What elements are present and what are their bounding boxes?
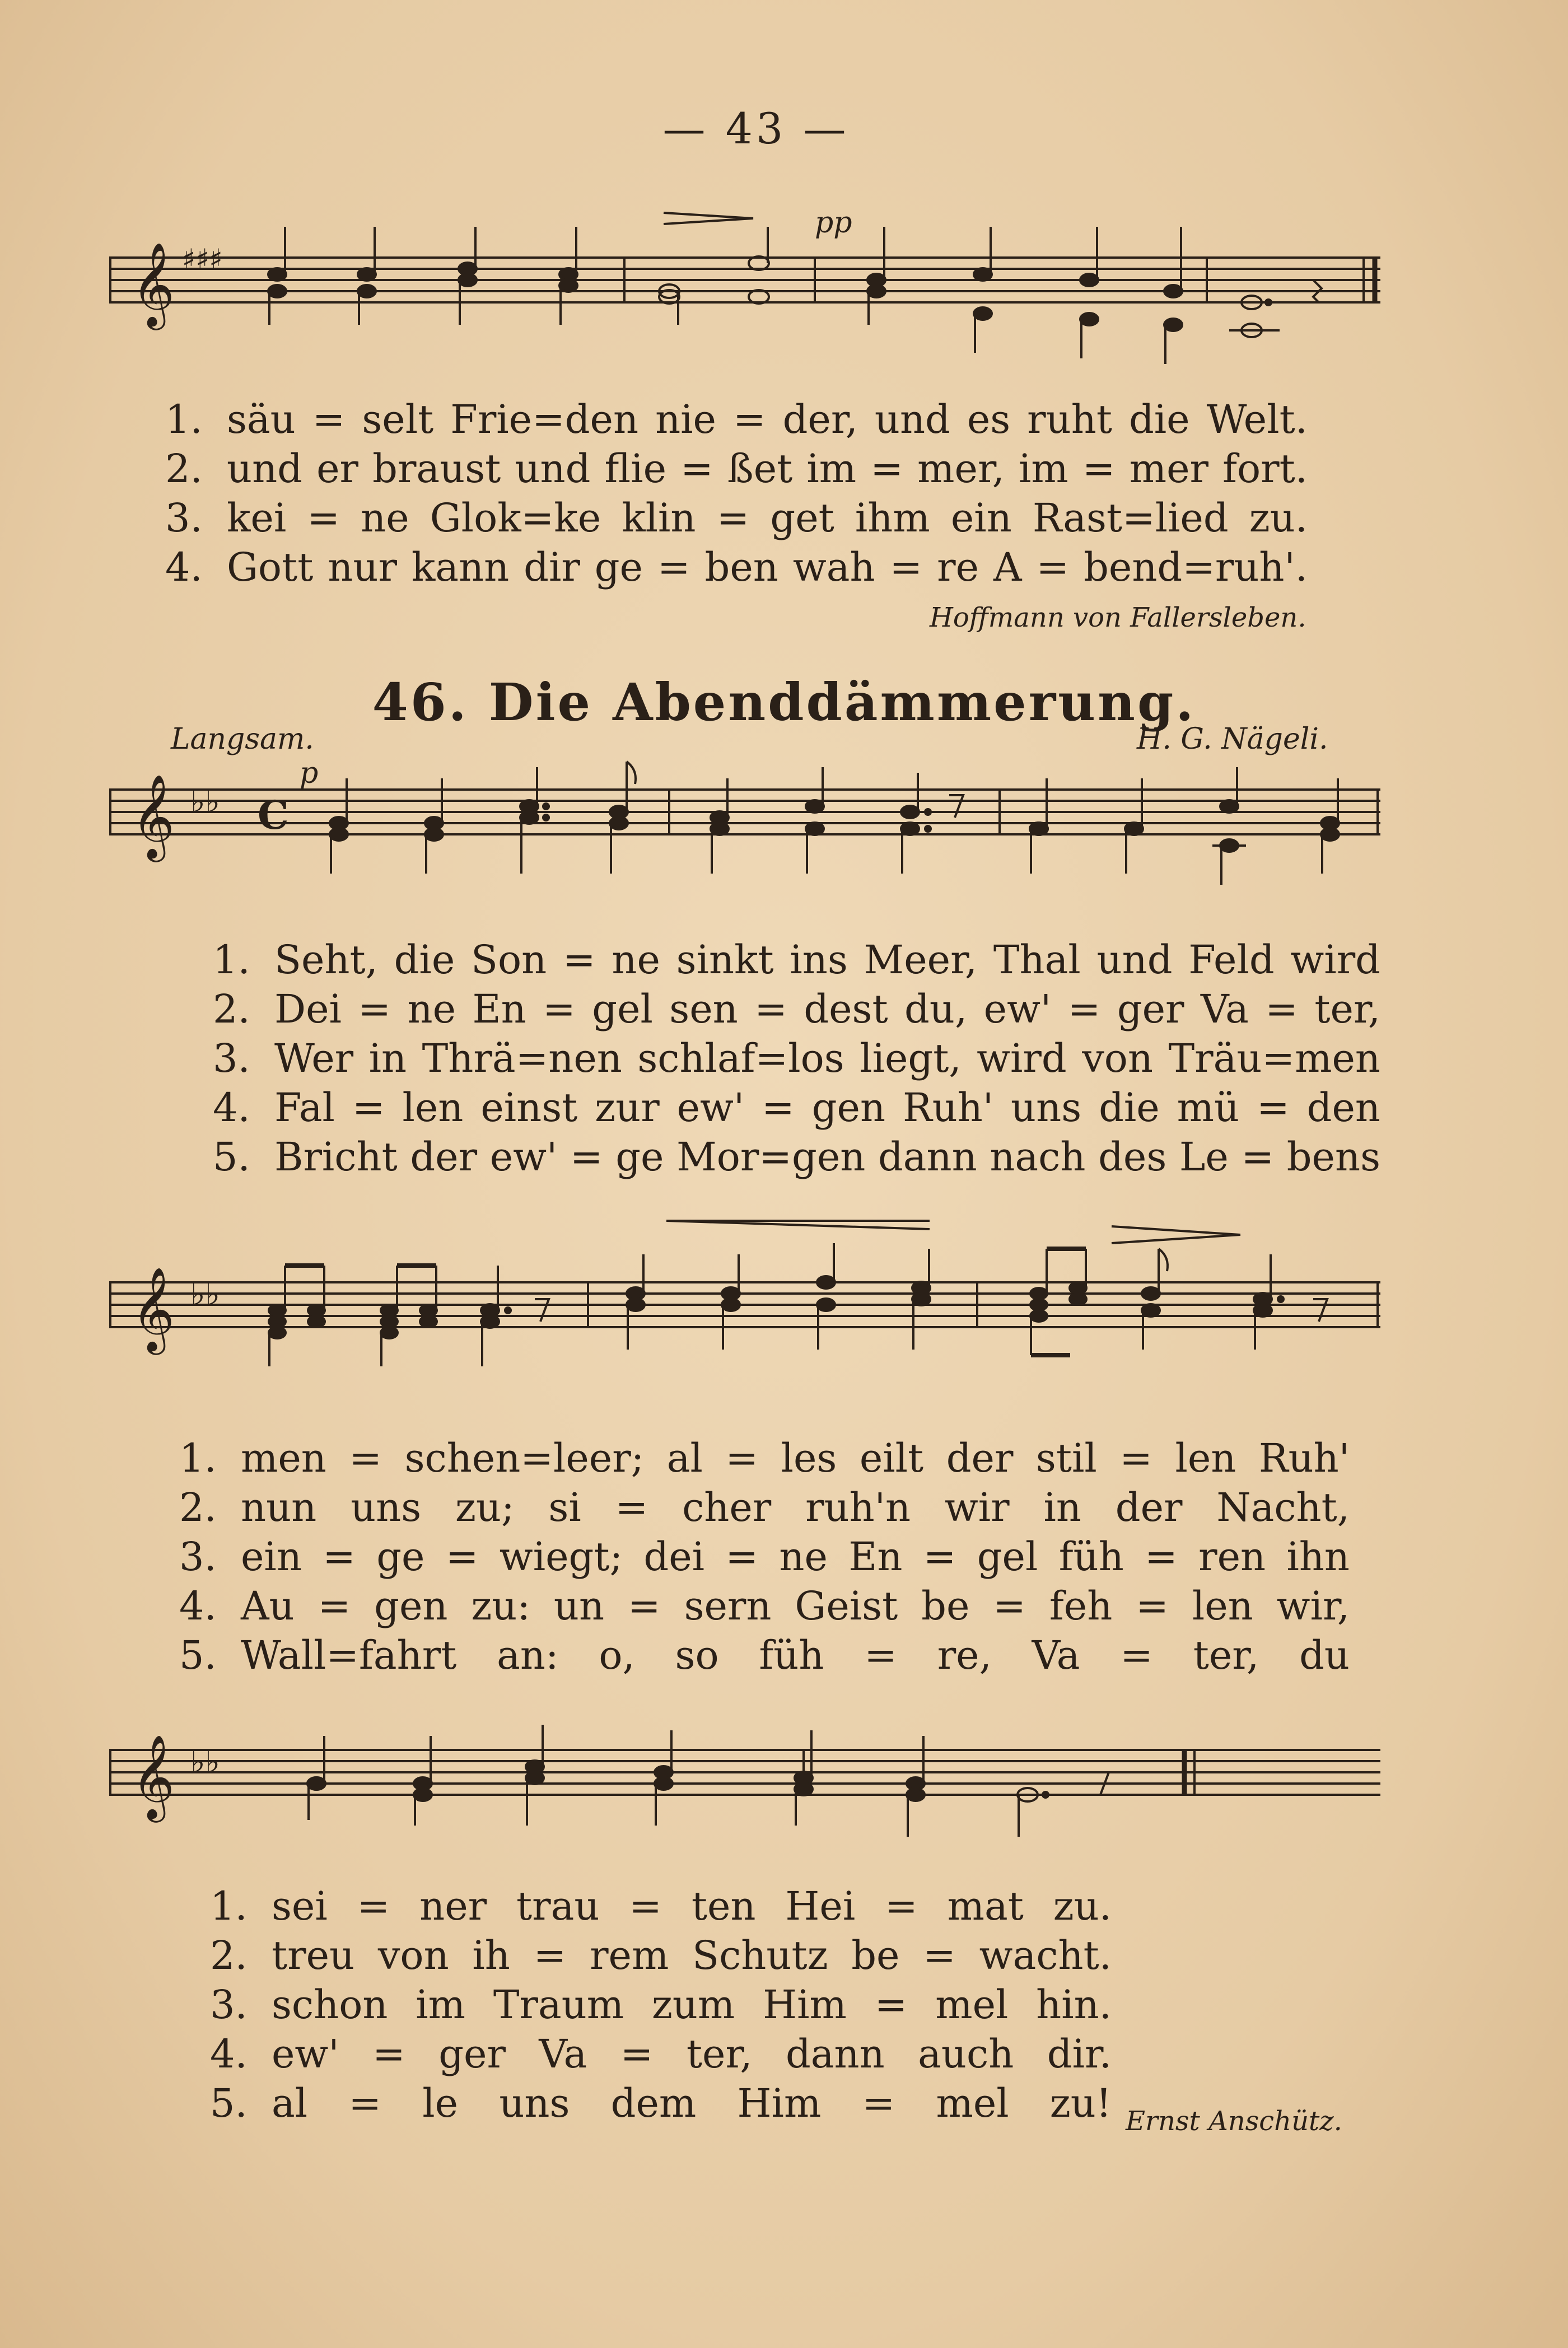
svg-text:𝄞: 𝄞: [132, 773, 175, 858]
svg-text:♭♭: ♭♭: [190, 783, 220, 820]
svg-text:♯♯♯: ♯♯♯: [182, 243, 223, 276]
author-song46: Ernst Anschütz.: [1126, 2106, 1342, 2137]
lyrics-system2: [179, 1434, 1350, 1680]
lyric-line: 4. Fal = len einst zur ew' = gen Ruh' uns die mü = den: [213, 1085, 1380, 1131]
lyric-line: 4. Au = gen zu: un = sern Geist be = feh = len wir,: [179, 1583, 1350, 1629]
svg-text:♭♭: ♭♭: [190, 1744, 220, 1780]
lyric-line: 2. Dei = ne En = gel sen = dest du, ew' = ger Va = ter,: [213, 986, 1380, 1032]
dynamic-p: p: [300, 757, 319, 790]
lyrics-system3: [210, 1882, 1112, 2128]
lyric-line: 4. ew' = ger Va = ter, dann auch dir.: [210, 2031, 1112, 2077]
lyric-line: 5. Wall=fahrt an: o, so füh = re, Va = ter, du: [179, 1632, 1350, 1678]
lyric-line: 2. und er braust und flie = ßet im = mer, im = mer fort.: [165, 446, 1308, 492]
lyric-line: 3. Wer in Thrä=nen schlaf=los liegt, wird von Träu=men: [213, 1035, 1380, 1081]
lyric-line: 3. schon im Traum zum Him = mel hin.: [210, 1982, 1112, 2028]
music-staff-song45: [109, 185, 1380, 386]
music-staff-system1: [109, 750, 1380, 935]
music-staff-system3: [109, 1691, 1380, 1893]
lyric-line: 5. Bricht der ew' = ge Mor=gen dann nach des Le = bens: [213, 1134, 1380, 1180]
lyric-line: 1. säu = selt Frie=den nie = der, und es ruht die Welt.: [165, 396, 1308, 442]
svg-text:𝄞: 𝄞: [132, 1266, 175, 1351]
song-title: 46. Die Abenddämmerung.: [372, 672, 1196, 732]
page-number: — 43 —: [662, 104, 850, 153]
composer: H. G. Nägeli.: [1137, 722, 1328, 756]
lyric-line: 5. al = le uns dem Him = mel zu!: [210, 2080, 1112, 2126]
svg-text:♭♭: ♭♭: [190, 1276, 220, 1313]
tempo-marking: Langsam.: [171, 722, 314, 756]
author-song45: Hoffmann von Fallersleben.: [930, 602, 1306, 633]
lyric-line: 3. kei = ne Glok=ke klin = get ihm ein Rast=lied zu.: [165, 495, 1308, 541]
lyric-line: 1. men = schen=leer; al = les eilt der stil = len Ruh': [179, 1435, 1350, 1481]
music-staff-system2: [109, 1204, 1380, 1428]
lyric-line: 1. Seht, die Son = ne sinkt ins Meer, Thal und Feld wird: [213, 937, 1380, 983]
svg-text:𝄞: 𝄞: [132, 241, 175, 326]
dynamic-pp: pp: [815, 206, 852, 240]
lyric-line: 2. treu von ih = rem Schutz be = wacht.: [210, 1932, 1112, 1978]
lyrics-system1: [213, 935, 1380, 1182]
lyrics-song45: [165, 395, 1308, 592]
svg-text:𝄞: 𝄞: [132, 1734, 175, 1819]
svg-text:C: C: [258, 792, 289, 838]
lyric-line: 1. sei = ner trau = ten Hei = mat zu.: [210, 1883, 1112, 1929]
lyric-line: 3. ein = ge = wiegt; dei = ne En = gel füh = ren ihn: [179, 1534, 1350, 1580]
lyric-line: 4. Gott nur kann dir ge = ben wah = re A = bend=ruh'.: [165, 544, 1308, 590]
lyric-line: 2. nun uns zu; si = cher ruh'n wir in der Nacht,: [179, 1485, 1350, 1530]
